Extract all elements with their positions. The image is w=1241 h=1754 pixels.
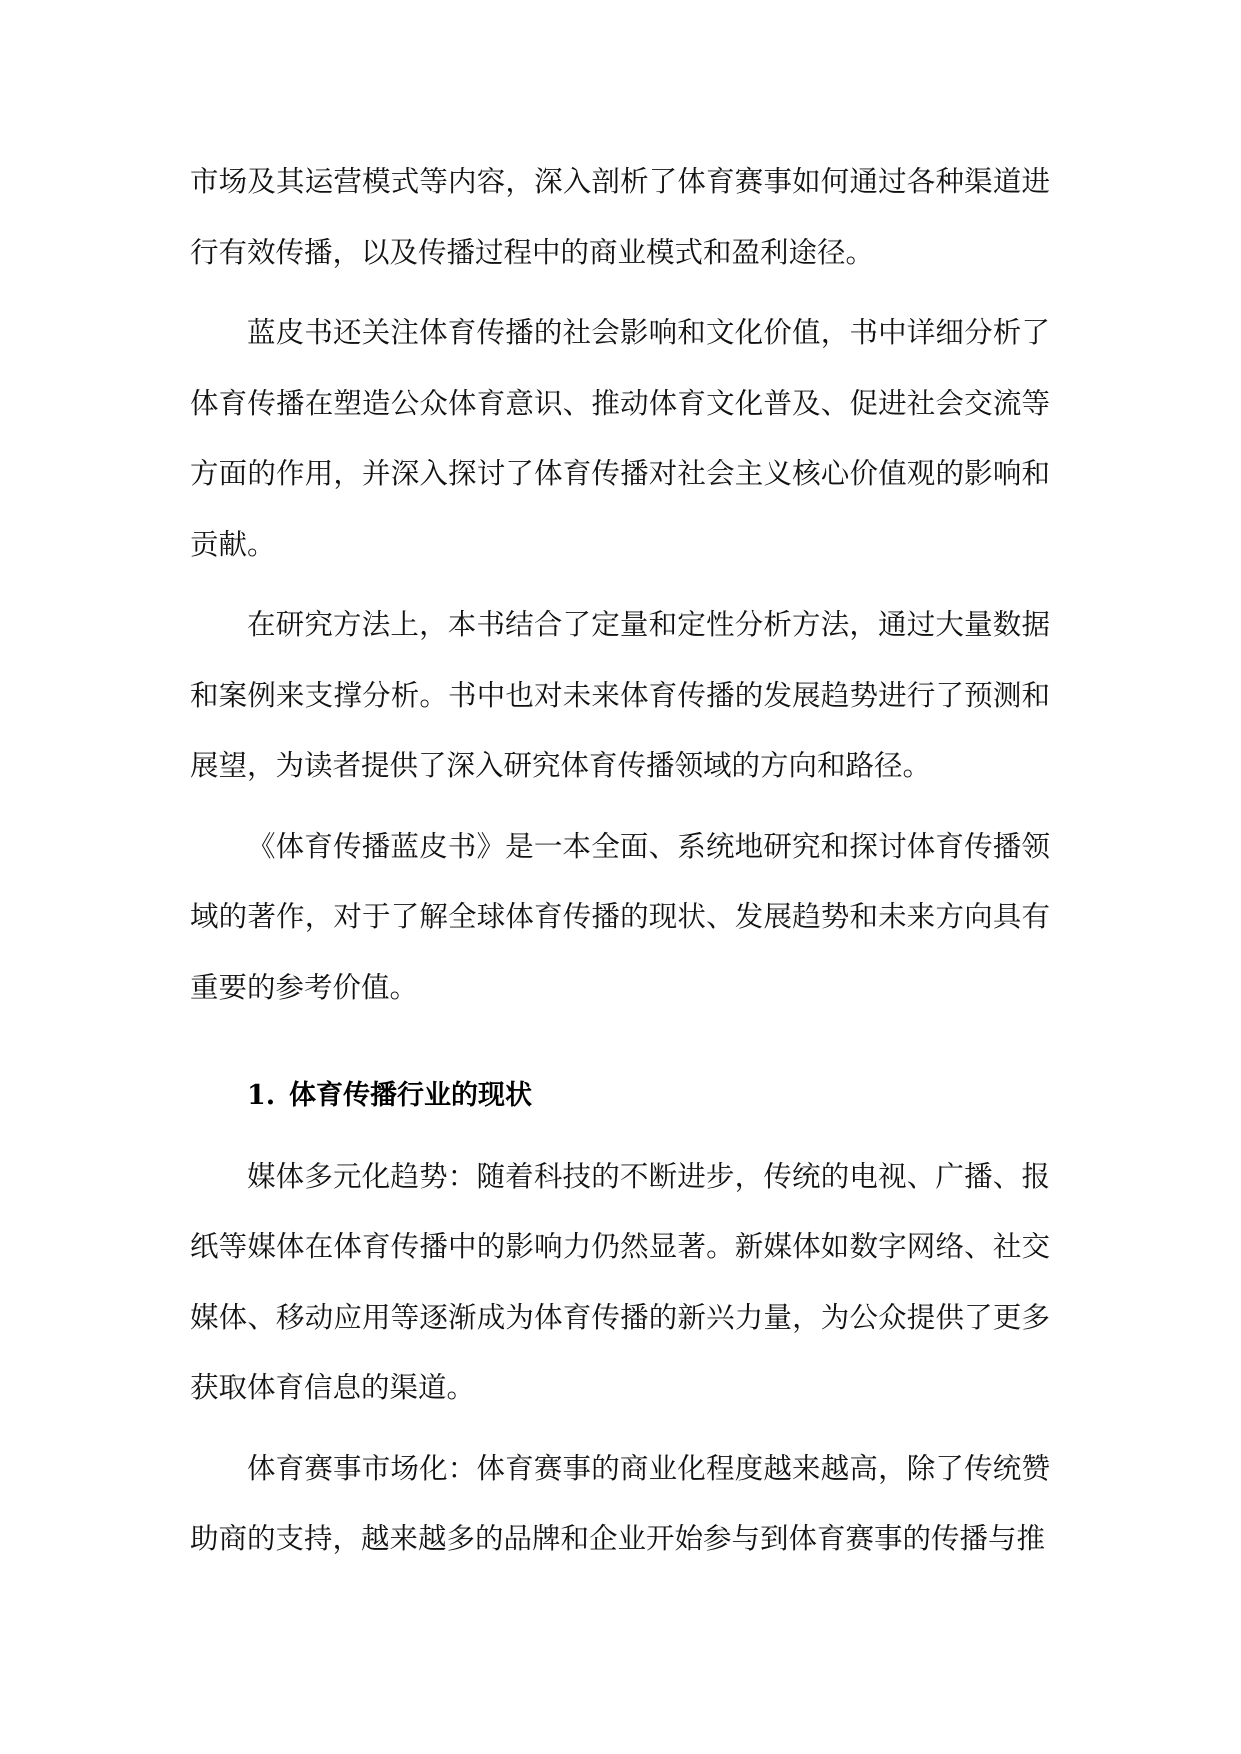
paragraph-3: 在研究方法上，本书结合了定量和定性分析方法，通过大量数据和案例来支撑分析。书中也对未来体育传播的发展趋势进行了预测和展望，为读者提供了深入研究体育传播领域的方向和路径。 <box>190 608 1050 782</box>
section-paragraph-2: 体育赛事市场化：体育赛事的商业化程度越来越高，除了传统赞助商的支持，越来越多的品牌和企业开始参与到体育赛事的传播与推 <box>190 1451 1050 1555</box>
paragraph-1: 市场及其运营模式等内容，深入剖析了体育赛事如何通过各种渠道进行有效传播，以及传播过程中的商业模式和盈利途径。 <box>190 165 1050 269</box>
section-heading <box>190 1061 1050 1132</box>
section-title: 体育传播行业的现状 <box>289 1080 532 1111</box>
document-body <box>190 147 1050 1585</box>
section-paragraph-1: 媒体多元化趋势：随着科技的不断进步，传统的电视、广播、报纸等媒体在体育传播中的影响力仍然显著。新媒体如数字网络、社交媒体、移动应用等逐渐成为体育传播的新兴力量，为公众提供了更多获取体育信息的渠道。 <box>190 1159 1050 1404</box>
section-number: 1. <box>247 1080 276 1111</box>
paragraph-2: 蓝皮书还关注体育传播的社会影响和文化价值，书中详细分析了体育传播在塑造公众体育意识、推动体育文化普及、促进社会交流等方面的作用，并深入探讨了体育传播对社会主义核心价值观的影响和贡献。 <box>190 316 1050 561</box>
paragraph-4: 《体育传播蓝皮书》是一本全面、系统地研究和探讨体育传播领域的著作，对于了解全球体育传播的现状、发展趋势和未来方向具有重要的参考价值。 <box>190 829 1050 1004</box>
